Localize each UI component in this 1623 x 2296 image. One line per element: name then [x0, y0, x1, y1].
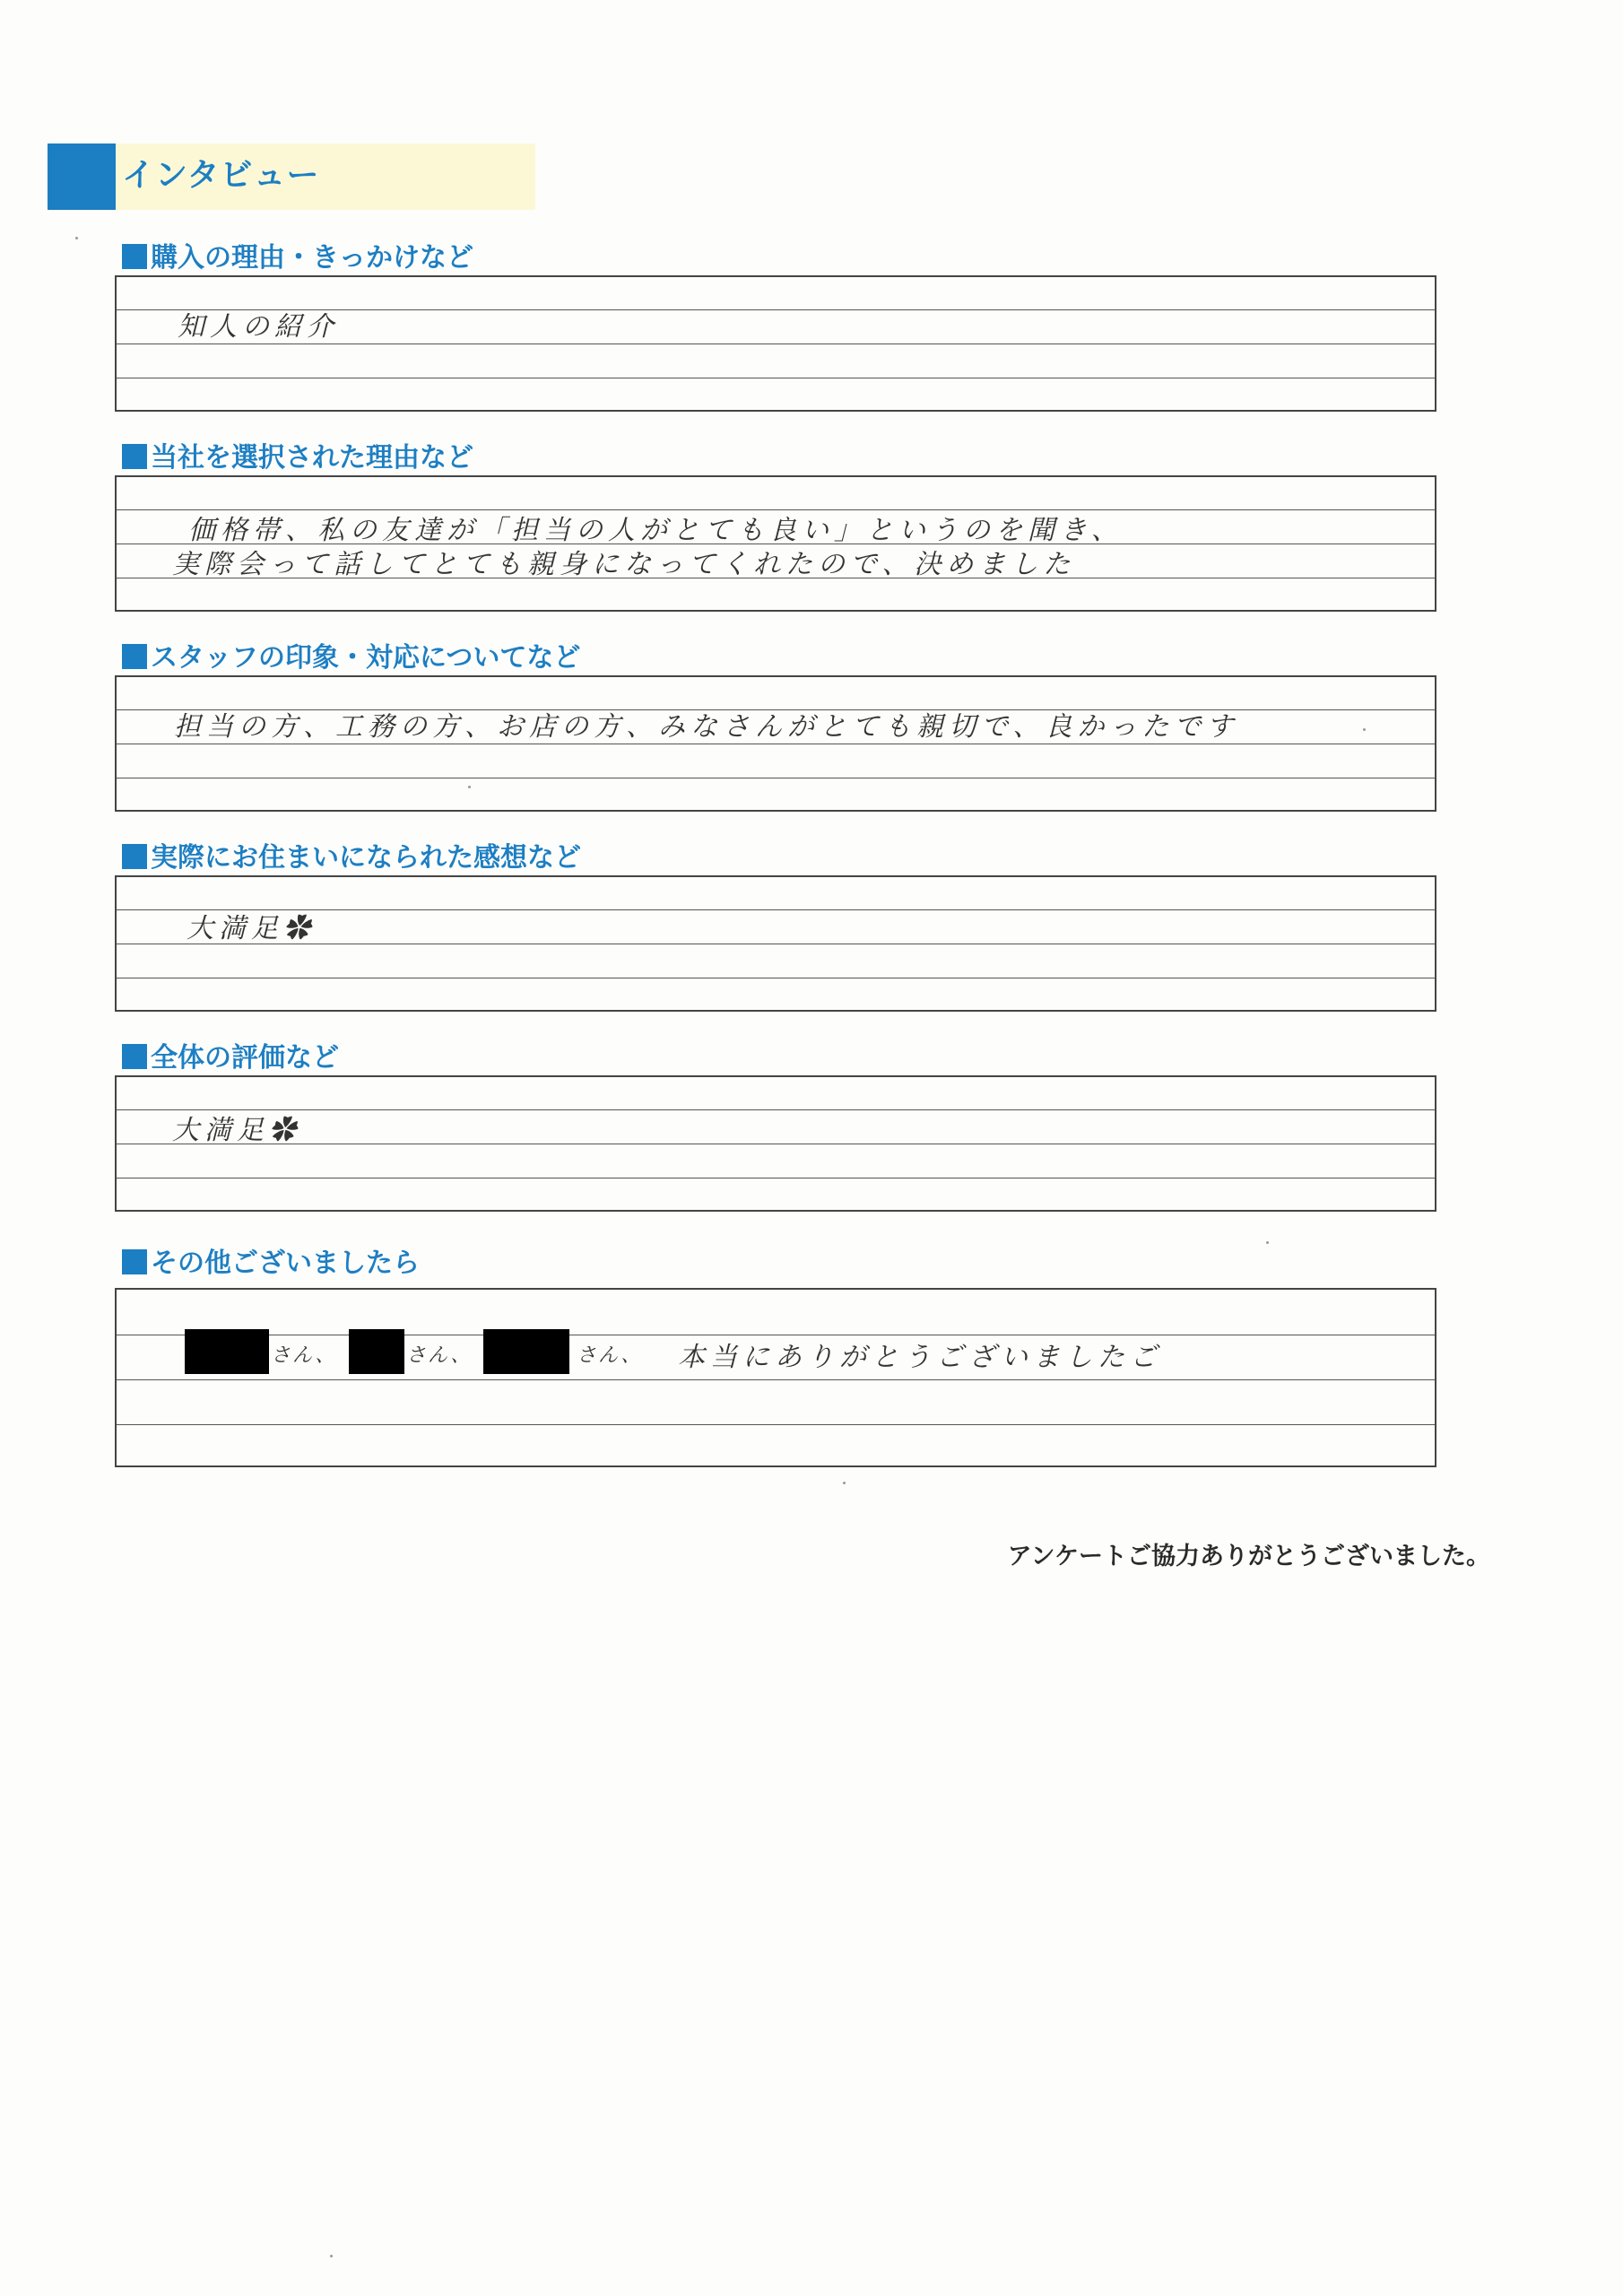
answer-box-purchase-reason [115, 275, 1436, 412]
section-heading-living-impression [122, 840, 581, 876]
heading-text: その他ございましたら [151, 1248, 420, 1279]
answer-box-staff-impression [115, 675, 1436, 812]
redacted-name-1 [185, 1329, 269, 1374]
ruled-line [117, 1109, 1435, 1110]
heading-square-icon [122, 1044, 147, 1069]
handwritten-thanks-message: 本当にありがとうございましたご [678, 1342, 1162, 1373]
scan-speck [75, 237, 78, 239]
heading-square-icon [122, 1249, 147, 1274]
section-heading-staff-impression [122, 640, 580, 676]
redacted-name-2 [349, 1329, 404, 1374]
handwritten-answer: 大満足✿ [187, 913, 316, 944]
heading-text: 全体の評価など [151, 1042, 339, 1074]
header-accent-block [48, 144, 116, 210]
answer-box-selection-reason [115, 475, 1436, 612]
heading-square-icon [122, 644, 147, 669]
heading-square-icon [122, 844, 147, 869]
handwritten-san-3: さん、 [577, 1344, 643, 1367]
ruled-line [117, 1379, 1435, 1380]
answer-box-living-impression [115, 875, 1436, 1012]
scan-speck [843, 1482, 846, 1484]
heading-text: 実際にお住まいになられた感想など [151, 842, 581, 874]
handwritten-answer: 大満足✿ [172, 1115, 301, 1146]
section-heading-other [122, 1246, 420, 1282]
handwritten-answer: 価格帯、私の友達が「担当の人がとても良い」というのを聞き、 [188, 515, 1124, 546]
ruled-line [117, 1424, 1435, 1425]
section-heading-selection-reason [122, 440, 473, 476]
handwritten-answer: 実際会って話してとても親身になってくれたので、決めました [172, 549, 1076, 580]
heading-square-icon [122, 444, 147, 469]
answer-box-other [115, 1288, 1436, 1467]
scan-speck [330, 2255, 333, 2257]
answer-box-overall-rating [115, 1075, 1436, 1212]
scan-speck [1363, 728, 1366, 731]
heading-text: 購入の理由・きっかけなど [151, 242, 473, 274]
heading-text: スタッフの印象・対応についてなど [151, 642, 581, 674]
handwritten-answer: 担当の方、工務の方、お店の方、みなさんがとても親切で、良かったです [174, 711, 1239, 743]
handwritten-san-1: さん、 [271, 1344, 337, 1367]
scan-speck [468, 786, 471, 788]
heading-text: 当社を選択された理由など [151, 442, 473, 474]
scan-speck [1266, 1241, 1269, 1244]
handwritten-answer: 知人の紹介 [178, 311, 339, 343]
section-heading-purchase-reason [122, 240, 473, 276]
section-heading-overall-rating [122, 1040, 339, 1076]
handwritten-san-2: さん、 [406, 1344, 473, 1367]
footer-thanks: アンケートご協力ありがとうございました。 [1007, 1543, 1490, 1570]
redacted-name-3 [483, 1329, 569, 1374]
heading-square-icon [122, 244, 147, 269]
page-title: インタビュー [122, 157, 320, 194]
